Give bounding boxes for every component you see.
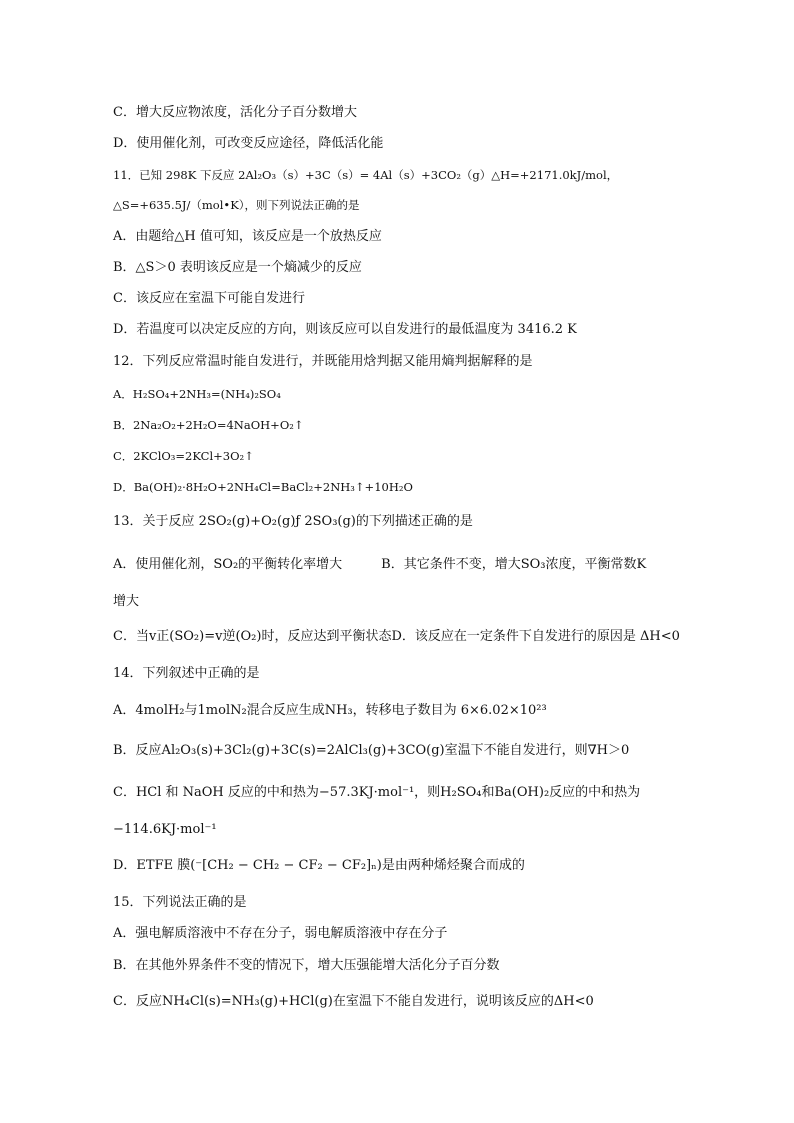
option-d-q12: D．Ba(OH)₂·8H₂O+2NH₄Cl=BaCl₂+2NH₃↑+10H₂O — [113, 480, 413, 494]
question-13-stem: 13．关于反应 2SO₂(g)+O₂(g)ƒ 2SO₃(g)的下列描述正确的是 — [113, 514, 473, 529]
options-ab-q13: A．使用催化剂，SO₂的平衡转化率增大 B．其它条件不变，增大SO₃浓度，平衡常数K — [113, 557, 647, 572]
option-c-q11: C．该反应在室温下可能自发进行 — [113, 291, 305, 306]
option-c-q15: C．反应NH₄Cl(s)=NH₃(g)+HCl(g)在室温下不能自发进行，说明该反应的ΔH<0 — [113, 994, 594, 1009]
option-b-q14: B．反应Al₂O₃(s)+3Cl₂(g)+3C(s)=2AlCl₃(g)+3CO(g)室温下不能自发进行，则∇H＞0 — [113, 743, 630, 758]
option-b-q15: B．在其他外界条件不变的情况下，增大压强能增大活化分子百分数 — [113, 958, 500, 973]
question-11-stem: 11．已知 298K 下反应 2Al₂O₃（s）+3C（s）= 4Al（s）+3CO₂（g）△H=+2171.0kJ/mol， — [113, 168, 619, 182]
option-d-q11: D．若温度可以决定反应的方向，则该反应可以自发进行的最低温度为 3416.2 K — [113, 322, 577, 337]
option-c-q14: C．HCl 和 NaOH 反应的中和热为−57.3KJ·mol⁻¹，则H₂SO₄和Ba(OH)₂反应的中和热为 — [113, 785, 641, 800]
option-b-q13-cont: 增大 — [113, 594, 140, 609]
option-b-q11: B．△S＞0 表明该反应是一个熵减少的反应 — [113, 260, 362, 275]
option-a-q15: A．强电解质溶液中不存在分子，弱电解质溶液中存在分子 — [113, 926, 448, 941]
question-11-stem-cont: △S=+635.5J/（mol•K），则下列说法正确的是 — [113, 198, 360, 212]
question-15-stem: 15．下列说法正确的是 — [113, 895, 247, 910]
option-d-q10: D．使用催化剂，可改变反应途径，降低活化能 — [113, 136, 384, 151]
question-14-stem: 14．下列叙述中正确的是 — [113, 666, 260, 681]
option-c-q12: C．2KClO₃=2KCl+3O₂↑ — [113, 449, 254, 463]
option-c-q10: C．增大反应物浓度，活化分子百分数增大 — [113, 105, 357, 120]
option-b-q12: B．2Na₂O₂+2H₂O=4NaOH+O₂↑ — [113, 418, 304, 432]
option-a-q11: A．由题给△H 值可知，该反应是一个放热反应 — [113, 229, 382, 244]
options-cd-q13: C．当v正(SO₂)=v逆(O₂)时，反应达到平衡状态D．该反应在一定条件下自发进行的原因是 ΔH<0 — [113, 629, 680, 644]
option-a-q12: A．H₂SO₄+2NH₃=(NH₄)₂SO₄ — [113, 387, 281, 401]
option-a-q14: A．4molH₂与1molN₂混合反应生成NH₃，转移电子数目为 6×6.02×10²³ — [113, 703, 547, 718]
option-c-q14-cont: −114.6KJ·mol⁻¹ — [113, 822, 217, 837]
option-d-q14: D．ETFE 膜(⁻[CH₂ − CH₂ − CF₂ − CF₂]ₙ)是由两种烯烃聚合而成的 — [113, 858, 525, 873]
question-12-stem: 12．下列反应常温时能自发进行，并既能用焓判据又能用熵判据解释的是 — [113, 354, 533, 369]
